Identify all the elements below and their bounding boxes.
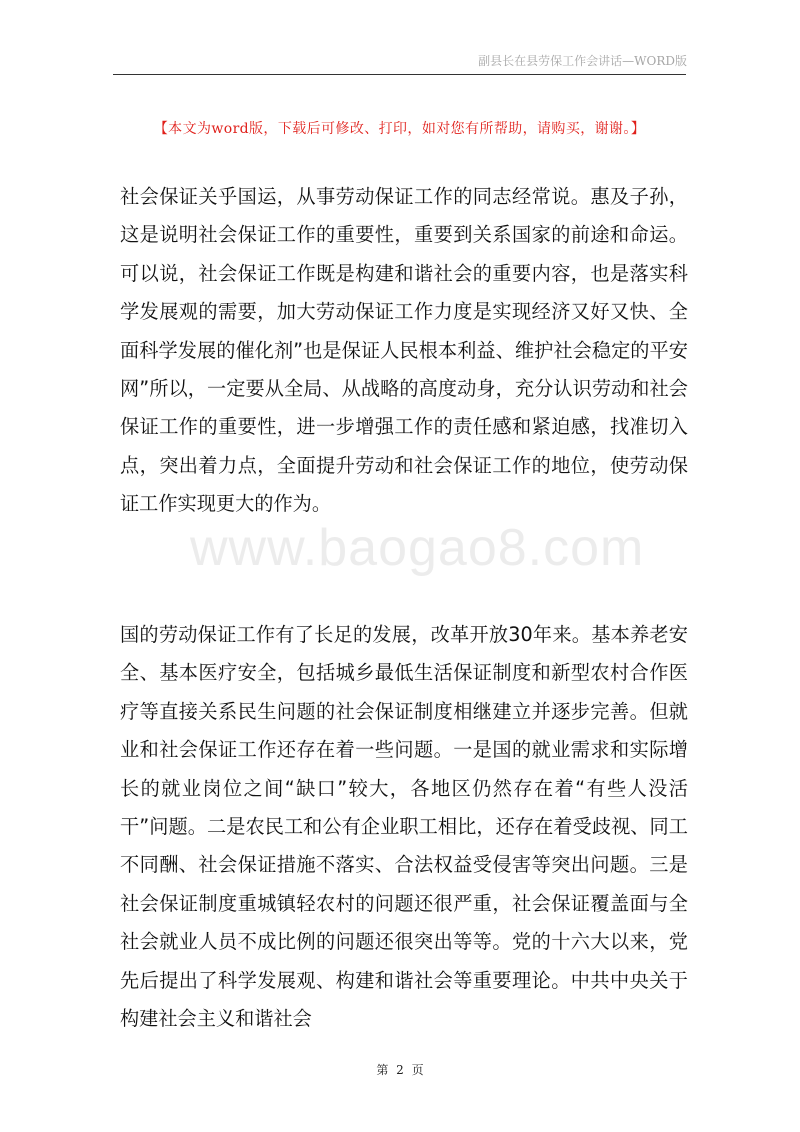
header-rule xyxy=(113,74,686,75)
page-footer xyxy=(0,1061,800,1078)
running-header: 副县长在县劳保工作会讲话—WORD版 xyxy=(478,54,687,68)
body-paragraph-1: 社会保证关乎国运，从事劳动保证工作的同志经常说。惠及子孙，这是说明社会保证工作的重要性，重要到关系国家的前途和命运。可以说，社会保证工作既是构建和谐社会的重要内容，也是落实科学发展观的需要，加大劳动保证工作力度是实现经济又好又快、全面科学发展的催化剂”也是保证人民根本利益、维护社会稳定的平安网”所以，一定要从全局、从战略的高度动身，充分认识劳动和社会保证工作的重要性，进一步增强工作的责任感和紧迫感，找准切入点，突出着力点，全面提升劳动和社会保证工作的地位，使劳动保证工作实现更大的作为。 xyxy=(120,185,688,516)
footer-prefix: 第 xyxy=(376,1063,389,1077)
page-number: 2 xyxy=(396,1063,404,1077)
footer-suffix: 页 xyxy=(411,1063,424,1077)
watermark: www.baogao8.com xyxy=(190,519,645,577)
body-paragraph-2: 国的劳动保证工作有了长足的发展，改革开放30年来。基本养老安全、基本医疗安全，包括城乡最低生活保证制度和新型农村合作医疗等直接关系民生问题的社会保证制度相继建立并逐步完善。但就业和社会保证工作还存在着一些问题。一是国的就业需求和实际增长的就业岗位之间“缺口”较大，各地区仍然存在着“有些人没活干”问题。二是农民工和公有企业职工相比，还存在着受歧视、同工不同酬、社会保证措施不落实、合法权益受侵害等突出问题。三是社会保证制度重城镇轻农村的问题还很严重，社会保证覆盖面与全社会就业人员不成比例的问题还很突出等等。党的十六大以来，党先后提出了科学发展观、构建和谐社会等重要理论。中共中央关于构建社会主义和谐社会 xyxy=(120,623,688,1031)
download-notice: 【本文为word版，下载后可修改、打印，如对您有所帮助，请购买，谢谢。】 xyxy=(153,121,646,137)
